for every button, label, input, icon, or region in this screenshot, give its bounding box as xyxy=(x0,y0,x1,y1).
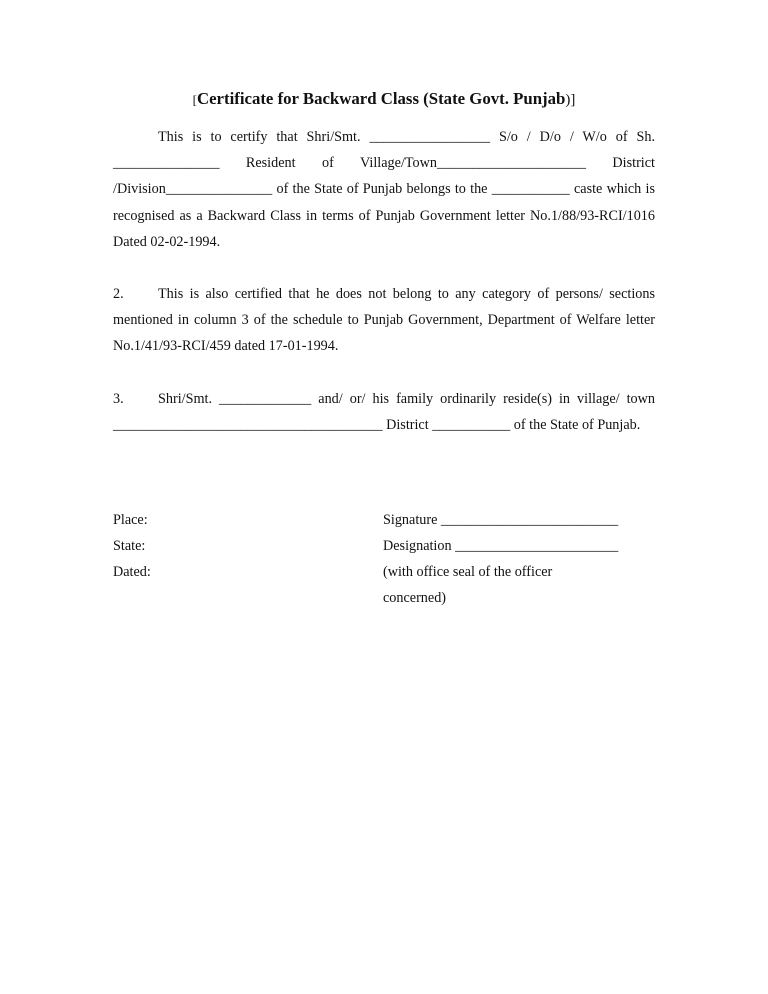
paragraph-3-number: 3. xyxy=(113,390,124,407)
spacer xyxy=(113,360,655,386)
title-text: Certificate for Backward Class (State Govt. Punjab xyxy=(196,89,566,108)
title-close-bracket: )] xyxy=(565,92,576,108)
paragraph-2-number: 2. xyxy=(113,286,124,303)
signature-row xyxy=(113,507,655,533)
signature-block xyxy=(113,507,655,611)
title-open-bracket: [ xyxy=(192,92,197,107)
paragraph-3-text: Shri/Smt. _____________ and/ or/ his family ordinarily reside(s) in village/ town ______________________________________ District ___________ of the State of Punjab. xyxy=(113,390,655,433)
certificate-page xyxy=(113,88,655,606)
dated-row xyxy=(113,559,655,585)
empty-cell xyxy=(113,585,383,611)
spacer xyxy=(113,255,655,281)
paragraph-2 xyxy=(113,281,655,360)
certificate-title xyxy=(113,88,655,111)
designation-line: Designation _______________________ xyxy=(383,538,619,554)
seal-note-line-2: concerned) xyxy=(383,590,447,606)
paragraph-2-text: This is also certified that he does not belong to any category of persons/ sections mentioned in column 3 of the schedule to Punjab Government, Department of Welfare letter No.1/41/93-RCI/459 dated 17-01-1994. xyxy=(113,286,655,355)
seal-row xyxy=(113,585,655,611)
signature-line: Signature _________________________ xyxy=(383,512,619,528)
paragraph-3 xyxy=(113,386,655,438)
seal-note-line-1: (with office seal of the officer xyxy=(383,564,553,580)
designation-row xyxy=(113,533,655,559)
state-label: State: xyxy=(113,538,146,554)
paragraph-1: This is to certify that Shri/Smt. _________________ S/o / D/o / W/o of Sh. _______________ Resident of Village/Town_____________________ District /Division_______________ of the State of Punjab belongs to the ___________ caste which is recognised as a Backward Class in terms of Punjab Government letter No.1/88/93-RCI/1016 Dated 02-02-1994. xyxy=(113,129,655,250)
place-label: Place: xyxy=(113,512,148,528)
dated-label: Dated: xyxy=(113,564,151,580)
